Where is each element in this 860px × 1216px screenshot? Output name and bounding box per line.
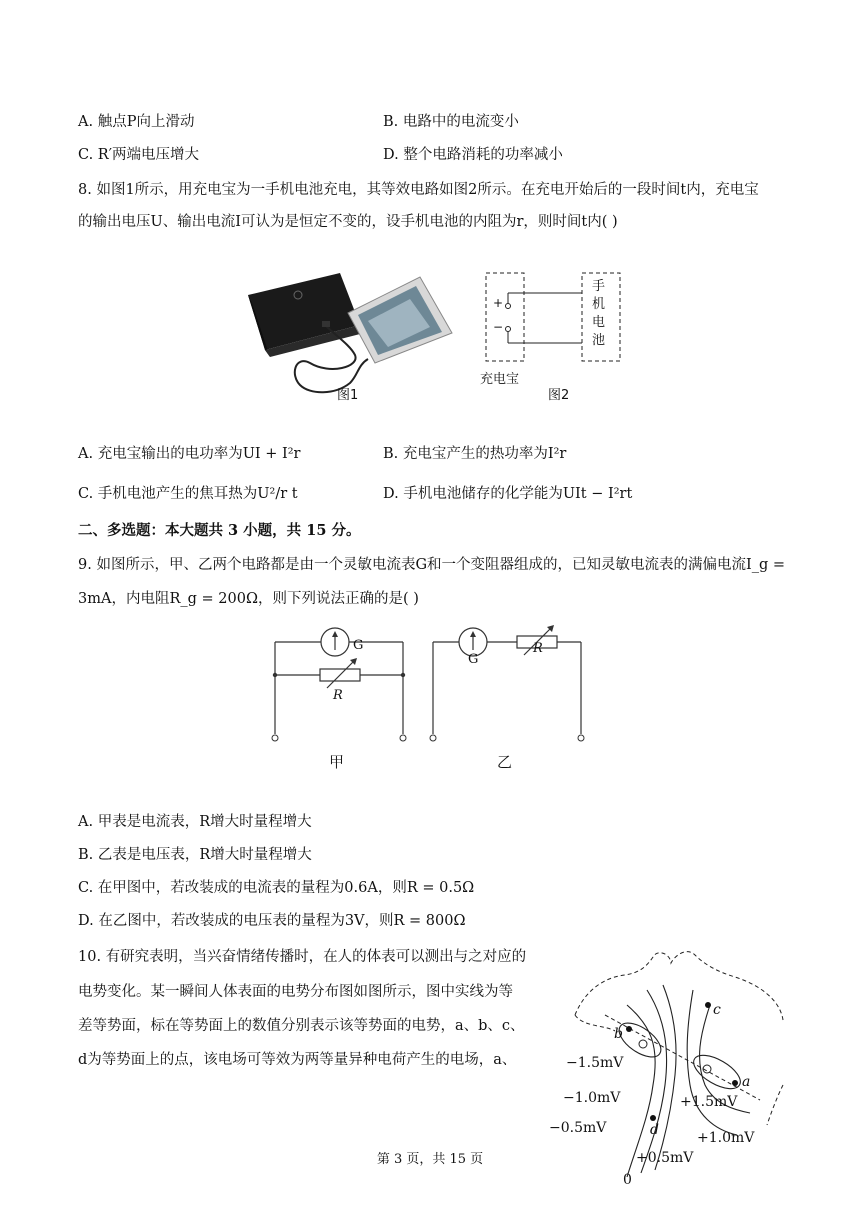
label-pos-1-5mv: +1.5mV [680,1094,738,1110]
fig1-caption: 图1 [337,388,359,403]
yi-galvanometer-label: G [468,652,479,667]
fig2-caption: 图2 [548,388,570,403]
fig2-phone-battery-label: 手机电池 [592,279,606,348]
q10-stem-line1: 10. 有研究表明，当兴奋情绪传播时，在人的体表可以测出与之对应的 [78,949,527,965]
point-b-label: b [614,1026,623,1042]
q10-stem-line3: 差等势面，标在等势面上的数值分别表示该等势面的电势，a、b、c、 [78,1018,525,1034]
q9-option-a: A. 甲表是电流表，R增大时量程增大 [78,814,312,830]
q7-option-b: B. 电路中的电流变小 [383,114,519,130]
point-a-label: a [742,1074,751,1090]
label-pos-0-5mv: +0.5mV [636,1150,694,1166]
q10-stem-line2: 电势变化。某一瞬间人体表面的电势分布图如图所示，图中实线为等 [78,984,513,1000]
q9-option-d: D. 在乙图中，若改装成的电压表的量程为3V，则R = 800Ω [78,913,466,929]
q7-option-a: A. 触点P向上滑动 [78,114,195,130]
point-d-label: d [650,1122,659,1138]
fig2-minus-sign: − [493,320,504,334]
q9-option-c: C. 在甲图中，若改装成的电流表的量程为0.6A，则R = 0.5Ω [78,880,475,896]
caption-yi: 乙 [497,753,513,771]
label-neg-1-0mv: −1.0mV [563,1090,621,1106]
label-neg-1-5mv: −1.5mV [566,1055,624,1071]
q9-stem-line2: 3mA，内电阻R_g = 200Ω，则下列说法正确的是( ) [78,591,419,607]
fig2-plus-sign: + [493,296,504,310]
label-neg-0-5mv: −0.5mV [549,1120,607,1136]
q7-option-c: C. R′两端电压增大 [78,147,200,163]
jia-galvanometer-label: G [353,638,364,653]
fig2-power-bank-label: 充电宝 [480,372,520,387]
galvanometer-circuits-figure [265,620,595,750]
q8-stem-line1: 8. 如图1所示，用充电宝为一手机电池充电，其等效电路如图2所示。在充电开始后的一段时间t内，充电宝 [78,182,759,198]
q8-option-c: C. 手机电池产生的焦耳热为U²/r t [78,486,298,502]
yi-rheostat-label: R [533,641,543,656]
q7-option-d: D. 整个电路消耗的功率减小 [383,147,563,163]
section-2-header: 二、多选题：本大题共 3 小题，共 15 分。 [78,522,361,539]
caption-jia: 甲 [329,753,345,771]
page-footer: 第 3 页，共 15 页 [376,1152,484,1167]
q10-stem-line4: d为等势面上的点，该电场可等效为两等量异种电荷产生的电场，a、 [78,1052,517,1068]
q8-option-a: A. 充电宝输出的电功率为UI + I²r [78,446,301,462]
q9-stem-line1: 9. 如图所示，甲、乙两个电路都是由一个灵敏电流表G和一个变阻器组成的，已知灵敏电流表的满偏电流I_g = [78,557,786,573]
q8-stem-line2: 的输出电压U、输出电流I可认为是恒定不变的，设手机电池的内阻为r，则时间t内( ) [78,214,618,230]
label-zero: 0 [623,1172,632,1188]
q8-option-d: D. 手机电池储存的化学能为UIt − I²rt [383,486,633,502]
q8-option-b: B. 充电宝产生的热功率为I²r [383,446,567,462]
point-c-label: c [713,1002,721,1018]
jia-rheostat-label: R [333,688,343,703]
q9-option-b: B. 乙表是电压表，R增大时量程增大 [78,847,312,863]
label-pos-1-0mv: +1.0mV [697,1130,755,1146]
power-bank-photo [240,255,460,405]
